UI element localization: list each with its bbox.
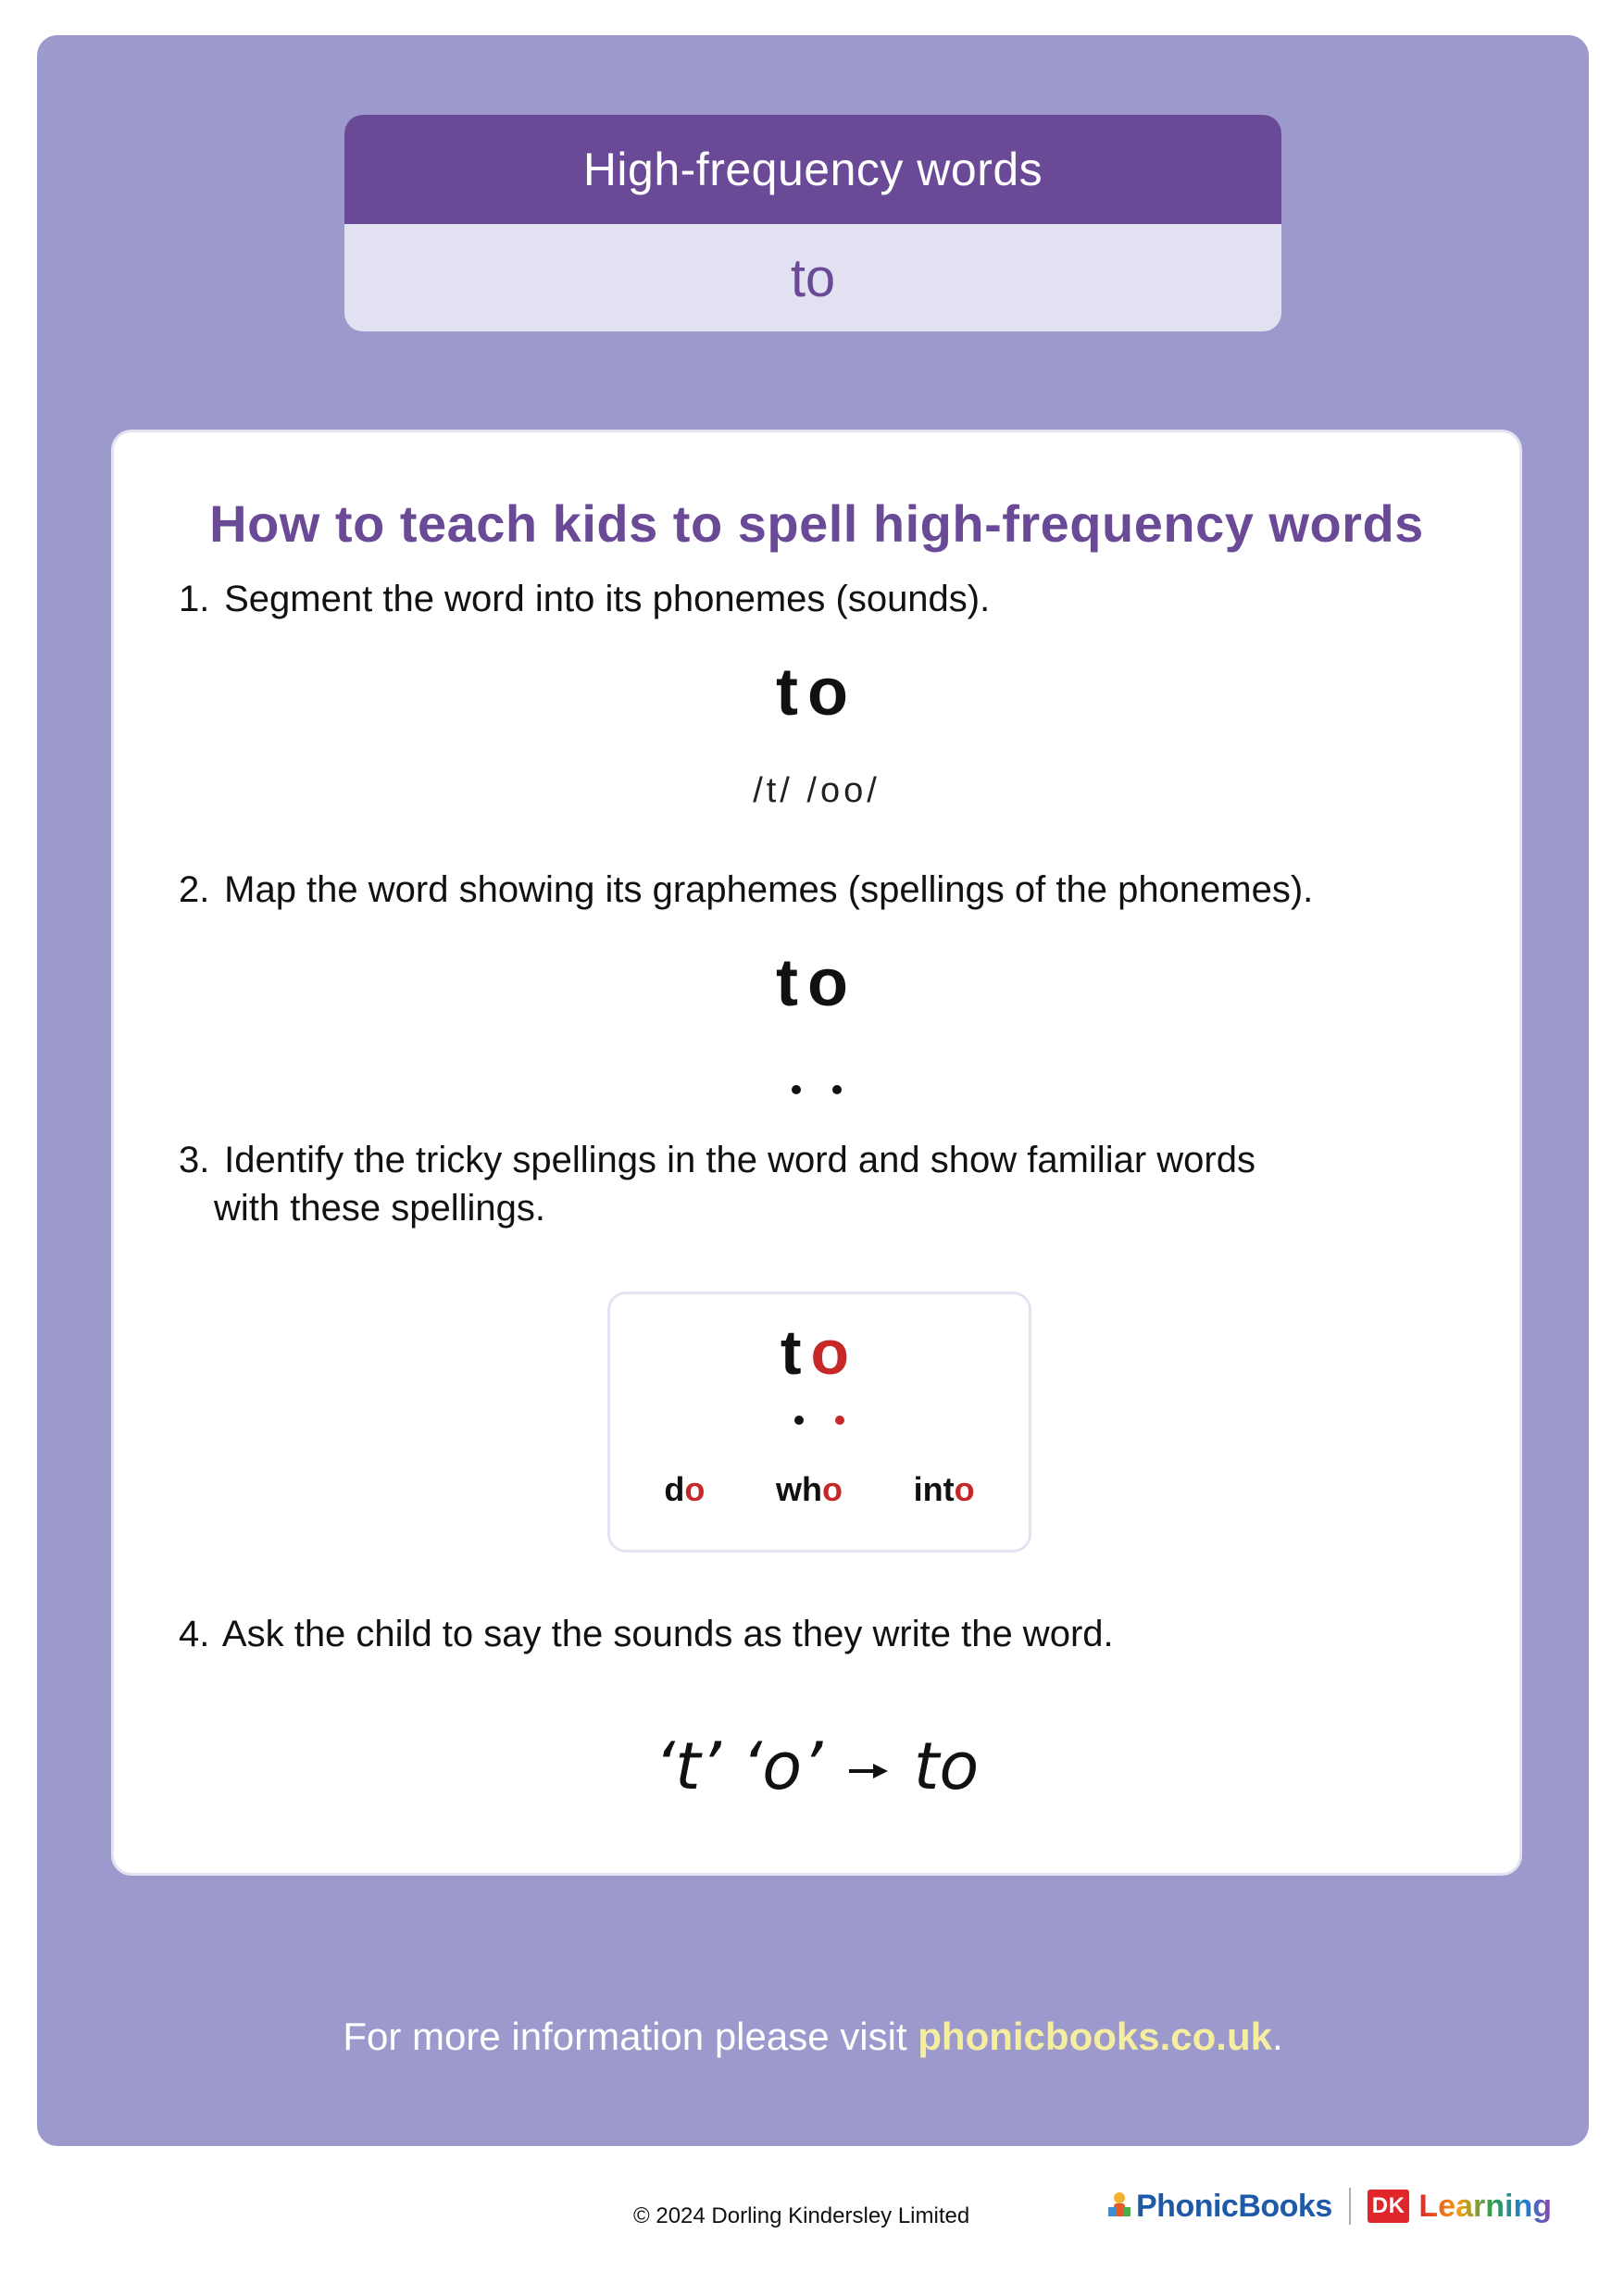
step-text: Identify the tricky spellings in the word and show familiar words [224,1140,1255,1180]
grapheme-dot [792,1085,801,1094]
step-4 [179,1610,1114,1658]
grapheme-dots [610,1413,1029,1431]
dk-logo: DK [1368,2190,1410,2223]
letter: t [780,1317,811,1388]
phonemes: /t/ /oo/ [753,771,881,810]
website-link[interactable]: phonicbooks.co.uk [918,2015,1272,2058]
step-1 [179,575,990,623]
step-text: Ask the child to say the sounds as they write the word. [221,1614,1114,1654]
tricky-letter: o [810,1317,859,1388]
step-text: Map the word showing its graphemes (spellings of the phonemes). [224,869,1314,910]
step-3 [179,1136,1255,1232]
grapheme-dot [794,1416,804,1425]
card-heading: How to teach kids to spell high-frequency words [209,494,1424,553]
letter: t [776,655,807,730]
step-number: 1. [179,579,210,619]
more-info [37,2015,1589,2059]
phonicbooks-logo: PhonicBooks [1136,2188,1332,2224]
category-title: High-frequency words [344,115,1281,224]
example-words [610,1470,1029,1509]
info-period: . [1271,2015,1283,2058]
letter: o [807,946,857,1020]
spoken-sounds: ‘t’ ‘o’ [654,1728,823,1804]
copyright: © 2024 Dorling Kindersley Limited [633,2203,970,2228]
written-word: to [913,1728,980,1804]
letter: t [776,946,807,1020]
letter: o [807,655,857,730]
step-text-continued: with these spellings. [214,1188,545,1229]
tricky-word [610,1316,1029,1389]
publisher-logos [1106,2188,1552,2225]
instructions-card [111,430,1522,1876]
logo-divider [1349,2188,1351,2225]
step-text: Segment the word into its phonemes (sounds). [224,579,991,619]
title-card [344,115,1281,331]
say-sounds-line [114,1728,1519,1804]
target-word: to [790,247,836,308]
learning-logo: Learning [1418,2188,1552,2224]
tricky-spelling-box [607,1292,1031,1553]
step-number: 2. [179,869,210,910]
tricky-grapheme-dot [835,1416,844,1425]
example-word: into [913,1470,975,1508]
segmented-word [114,655,1519,730]
mapped-word [114,945,1519,1021]
info-text: For more information please visit [343,2015,918,2058]
arrow-right-icon [847,1761,890,1781]
step-number: 4. [179,1614,210,1654]
grapheme-dot [832,1085,842,1094]
grapheme-dots [114,1082,1519,1101]
step-2 [179,866,1313,914]
example-word: do [664,1470,706,1508]
step-number: 3. [179,1140,210,1180]
example-word: who [776,1470,843,1508]
phonicbooks-mascot-icon [1106,2190,1132,2222]
